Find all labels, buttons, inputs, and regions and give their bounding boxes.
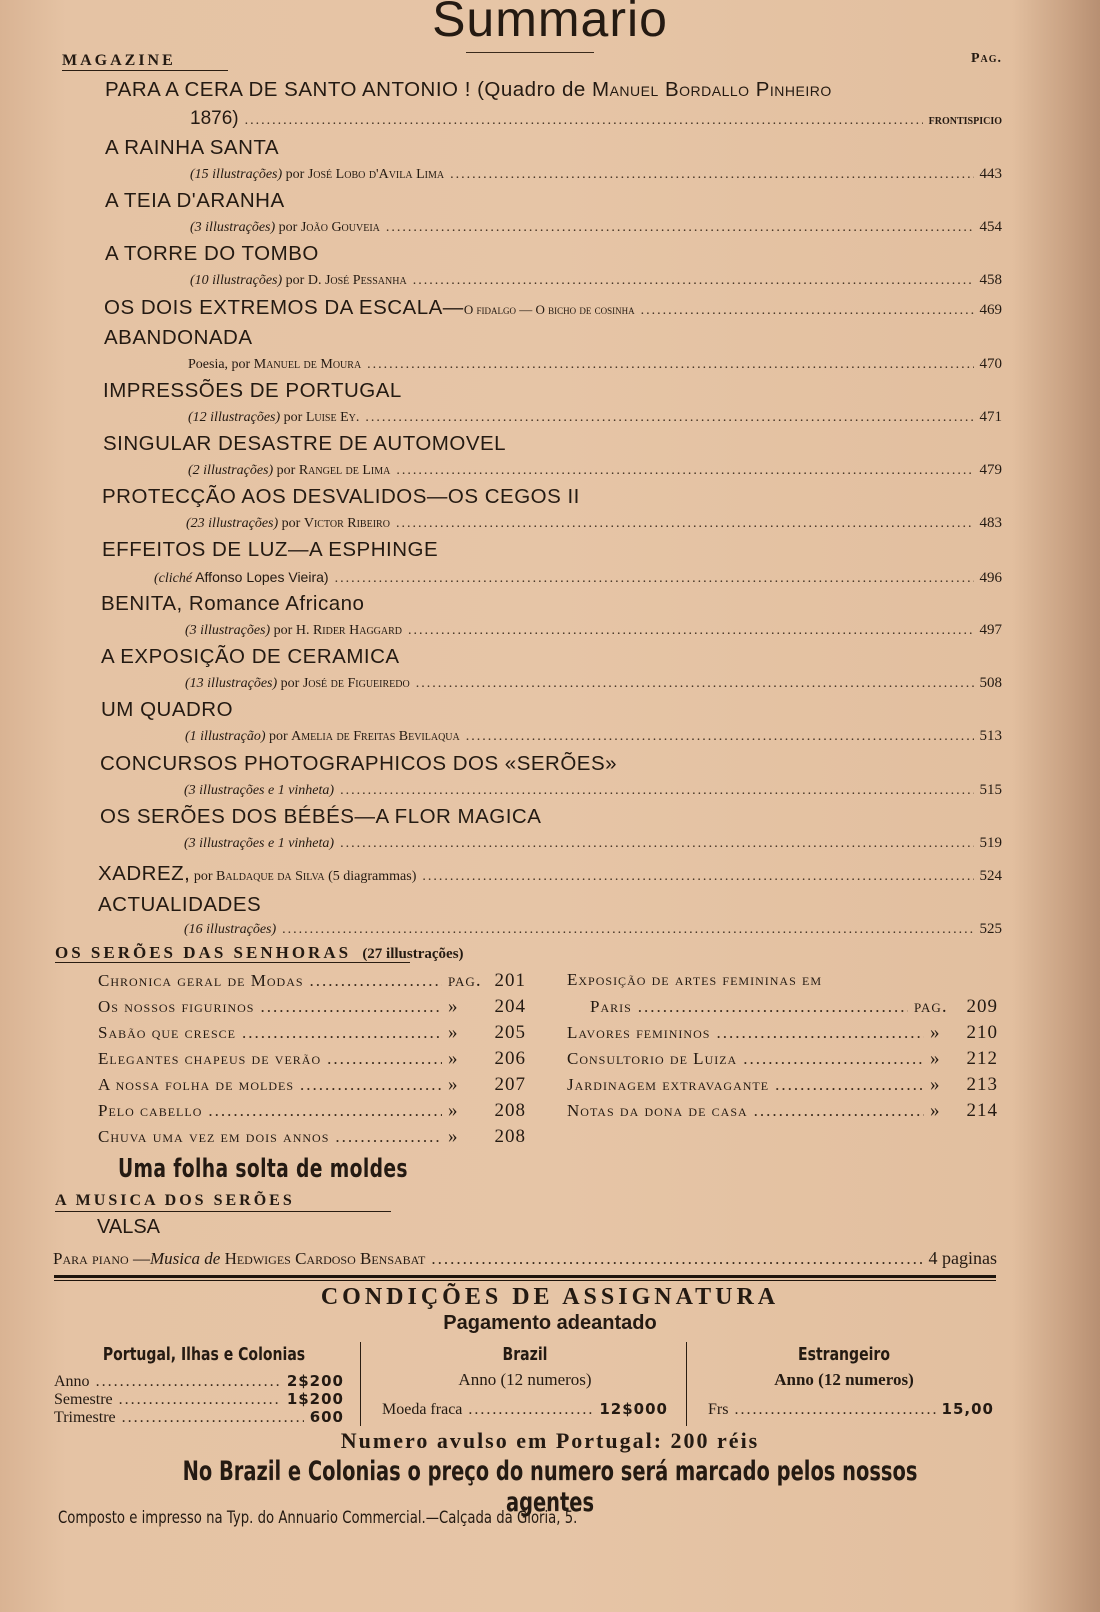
toc-entry	[190, 166, 1002, 183]
senhoras-item	[567, 1074, 998, 1096]
entry-page: 483	[979, 515, 1002, 531]
price-label: Moeda fraca	[382, 1401, 463, 1418]
entry-page: 471	[979, 409, 1002, 425]
price-value: 15,00	[941, 1400, 994, 1418]
senhoras-item-label: Os nossos figurinos	[98, 997, 255, 1016]
entry-title	[105, 78, 832, 102]
leader-dots	[96, 1373, 281, 1391]
page-mark: pag.	[448, 970, 482, 991]
entry-illustrations: (23 illustrações)	[186, 516, 279, 531]
page-mark: »	[930, 1074, 941, 1095]
page-mark: »	[930, 1100, 941, 1121]
entry-year: 1876)	[190, 108, 239, 129]
entry-author: H. Rider Haggard	[295, 623, 402, 638]
toc-entry	[186, 515, 1002, 532]
senhoras-item	[98, 1100, 526, 1122]
page-mark: »	[448, 1074, 459, 1095]
price-value: 2$200	[286, 1372, 344, 1390]
toc-entry	[98, 862, 1002, 886]
senhoras-item-page: 213	[966, 1074, 998, 1095]
senhoras-count: (27 illustrações)	[362, 946, 464, 962]
senhoras-item-label: Chuva uma vez em dois annos	[98, 1127, 330, 1146]
entry-author: Manuel de Moura	[253, 357, 362, 372]
toc-entry	[184, 782, 1002, 799]
leader-dots	[396, 516, 974, 532]
entry-by: por	[275, 220, 301, 235]
leader-dots	[245, 113, 923, 129]
entry-page: frontispicio	[928, 113, 1002, 128]
entry-subtitle: O fidalgo — O bicho de cosinha	[463, 302, 635, 317]
portugal-heading: Portugal, Ilhas e Colonias	[102, 1344, 306, 1365]
entry-illustrations: (3 illustrações)	[190, 220, 276, 235]
entry-page: 497	[979, 622, 1002, 638]
entry-illustrations: (13 illustrações)	[185, 676, 278, 691]
senhoras-heading-text: OS SERÕES DAS SENHORAS	[55, 943, 352, 962]
leader-dots	[716, 1023, 924, 1043]
leader-dots	[282, 922, 973, 938]
entry-title: A TORRE DO TOMBO	[105, 242, 319, 265]
entry-by: Affonso Lopes Vieira)	[192, 569, 329, 585]
entry-title: OS DOIS EXTREMOS DA ESCALA—	[104, 296, 464, 319]
folha-solta-note: Uma folha solta de moldes	[118, 1154, 408, 1184]
senhoras-item-label: Exposição de artes femininas em	[567, 970, 823, 989]
brazil-colonias-note: No Brazil e Colonias o preço do numero será marcado pelos nossos agentes	[182, 1456, 918, 1518]
senhoras-item-label: Elegantes chapeus de verão	[98, 1049, 322, 1068]
senhoras-item	[98, 970, 526, 992]
entry-title: CONCURSOS PHOTOGRAPHICOS DOS «SERÕES»	[100, 752, 618, 775]
toc-entry	[104, 296, 1002, 320]
leader-dots	[365, 410, 973, 426]
entry-page: 479	[979, 462, 1002, 478]
senhoras-item-page: 210	[966, 1022, 998, 1043]
senhoras-item	[590, 996, 998, 1018]
entry-by: por	[277, 676, 303, 691]
musica-heading: A MUSICA DOS SERÕES	[55, 1192, 295, 1209]
senhoras-heading-rule	[55, 962, 410, 963]
toc-entry	[188, 462, 1002, 479]
entry-illustrations: (3 illustrações e 1 vinheta)	[184, 836, 335, 851]
toc-entry	[184, 921, 1002, 938]
price-row	[708, 1400, 994, 1419]
senhoras-item-label: Consultorio de Luiza	[567, 1049, 738, 1068]
entry-title: ACTUALIDADES	[98, 893, 262, 916]
entry-author: Victor Ribeiro	[303, 516, 390, 531]
entry-page: 525	[979, 921, 1002, 937]
toc-entry	[184, 835, 1002, 852]
leader-dots	[340, 783, 973, 799]
leader-dots	[327, 1049, 442, 1069]
musica-composer: Hedwiges Cardoso Bensabat	[224, 1249, 426, 1268]
leader-dots	[335, 571, 974, 587]
senhoras-item	[567, 1100, 998, 1122]
entry-illustrations: (16 illustrações)	[184, 922, 277, 937]
price-value: 600	[309, 1408, 344, 1426]
senhoras-item-page: 207	[494, 1074, 526, 1095]
entry-title: PROTECÇÃO AOS DESVALIDOS—OS CEGOS II	[102, 485, 580, 508]
leader-dots	[242, 1023, 442, 1043]
entry-illustrations: (cliché	[154, 571, 193, 586]
price-row	[54, 1390, 344, 1409]
senhoras-item-label: Chronica geral de Modas	[98, 971, 304, 990]
senhoras-item	[98, 996, 526, 1018]
musica-prefix: Para piano —	[53, 1249, 150, 1268]
estrangeiro-note: Anno (12 numeros)	[774, 1370, 914, 1389]
entry-by: por	[282, 167, 308, 182]
musica-pages: 4 paginas	[928, 1248, 997, 1268]
entry-author: Amelia de Freitas Bevilaqua	[291, 729, 460, 744]
toc-entry	[154, 569, 1002, 587]
entry-illustrations: (10 illustrações)	[190, 273, 283, 288]
page-mark: »	[930, 1022, 941, 1043]
entry-page: 454	[979, 219, 1002, 235]
entry-by: Poesia, por	[188, 357, 254, 372]
toc-entry	[190, 219, 1002, 236]
entry-page: 524	[979, 868, 1002, 884]
entry-illustrations: (15 illustrações)	[190, 167, 283, 182]
toc-entry	[190, 272, 1002, 289]
entry-author: D. José Pessanha	[307, 273, 407, 288]
entry-author: Luise Ey.	[305, 410, 360, 425]
price-row	[54, 1408, 344, 1427]
entry-page: 508	[979, 675, 1002, 691]
senhoras-item	[98, 1074, 526, 1096]
entry-by: por	[265, 729, 292, 744]
entry-title: IMPRESSÕES DE PORTUGAL	[103, 379, 402, 402]
entry-page: 458	[979, 272, 1002, 288]
price-value: 1$200	[286, 1390, 344, 1408]
numero-avulso: Numero avulso em Portugal: 200 réis	[340, 1428, 760, 1453]
entry-title-text: PARA A CERA DE SANTO ANTONIO ! (Quadro de	[105, 78, 592, 101]
entry-page: 519	[979, 835, 1002, 851]
entry-by: por	[282, 273, 308, 288]
musica-piece: VALSA	[97, 1216, 160, 1238]
page-mark: »	[448, 1126, 459, 1147]
senhoras-item-label: Jardinagem extravagante	[567, 1075, 770, 1094]
leader-dots	[260, 997, 442, 1017]
entry-page: 470	[979, 356, 1002, 372]
page-mark: »	[448, 1100, 459, 1121]
leader-dots	[408, 623, 974, 639]
entry-diagrams: (5 diagrammas)	[324, 869, 417, 884]
senhoras-item	[98, 1126, 526, 1148]
estrangeiro-heading: Estrangeiro	[797, 1344, 891, 1365]
senhoras-item-page: 206	[494, 1048, 526, 1069]
entry-author: José de Figueiredo	[302, 676, 410, 691]
brazil-heading: Brazil	[502, 1344, 548, 1365]
entry-title: XADREZ,	[98, 862, 191, 885]
entry-page: 496	[979, 570, 1002, 586]
price-value: 12$000	[599, 1400, 668, 1418]
leader-dots	[122, 1409, 304, 1427]
entry-author: Baldaque da Silva	[216, 869, 325, 884]
entry-illustrations: (2 illustrações)	[188, 463, 274, 478]
entry-by: por	[190, 869, 217, 884]
toc-entry	[190, 108, 1002, 130]
entry-title: A TEIA D'ARANHA	[105, 189, 285, 212]
leader-dots	[450, 167, 973, 183]
leader-dots	[340, 836, 973, 852]
price-label: Semestre	[54, 1391, 113, 1408]
leader-dots	[300, 1075, 442, 1095]
leader-dots	[638, 997, 908, 1017]
leader-dots	[208, 1101, 442, 1121]
senhoras-item-page: 205	[494, 1022, 526, 1043]
page-mark: »	[448, 1048, 459, 1069]
senhoras-item	[567, 1048, 998, 1070]
leader-dots	[413, 273, 974, 289]
entry-title: SINGULAR DESASTRE DE AUTOMOVEL	[103, 432, 507, 455]
entry-by: por	[273, 463, 299, 478]
senhoras-item-page: 212	[966, 1048, 998, 1069]
senhoras-item-page: 214	[966, 1100, 998, 1121]
leader-dots	[743, 1049, 924, 1069]
senhoras-item-page: 208	[494, 1126, 526, 1147]
page-mark: »	[448, 996, 459, 1017]
leader-dots	[386, 220, 974, 236]
page-mark: pag.	[914, 996, 948, 1017]
senhoras-item-label: Sabão que cresce	[98, 1023, 236, 1042]
toc-entry	[188, 409, 1002, 426]
entry-title: A RAINHA SANTA	[105, 136, 280, 159]
leader-dots	[775, 1075, 924, 1095]
senhoras-item-label: Notas da dona de casa	[567, 1101, 748, 1120]
entry-page: 469	[979, 302, 1002, 318]
condicoes-subtitle: Pagamento adeantado	[443, 1312, 657, 1334]
leader-dots	[310, 971, 442, 991]
brazil-note: Anno (12 numeros)	[458, 1370, 592, 1389]
senhoras-item	[98, 1022, 526, 1044]
entry-title: UM QUADRO	[101, 698, 234, 721]
leader-dots	[734, 1401, 935, 1419]
senhoras-item-page: 208	[494, 1100, 526, 1121]
leader-dots	[119, 1391, 281, 1409]
entry-illustrations: (3 illustrações e 1 vinheta)	[184, 783, 335, 798]
price-row	[54, 1372, 344, 1391]
leader-dots	[422, 869, 973, 885]
entry-title: OS SERÕES DOS BÉBÉS—A FLOR MAGICA	[100, 805, 542, 828]
toc-entry	[188, 356, 1002, 373]
senhoras-heading	[55, 943, 464, 963]
page-mark: »	[930, 1048, 941, 1069]
entry-page: 513	[979, 728, 1002, 744]
price-label: Trimestre	[54, 1409, 116, 1426]
entry-illustrations: (3 illustrações)	[185, 623, 271, 638]
leader-dots	[466, 729, 974, 745]
magazine-heading: MAGAZINE	[62, 52, 176, 69]
entry-page: 515	[979, 782, 1002, 798]
entry-title: ABANDONADA	[104, 326, 253, 349]
condicoes-title: CONDIÇÕES DE ASSIGNATURA	[320, 1284, 780, 1310]
toc-entry	[185, 622, 1002, 639]
leader-dots	[396, 463, 973, 479]
leader-dots	[754, 1101, 924, 1121]
toc-entry	[185, 728, 1002, 745]
imprint: Composto e impresso na Typ. do Annuario Commercial.—Calçada da Gloria, 5.	[58, 1508, 578, 1528]
entry-author: João Gouveia	[300, 220, 380, 235]
entry-title: BENITA, Romance Africano	[101, 592, 365, 615]
entry-title: EFFEITOS DE LUZ—A ESPHINGE	[102, 538, 439, 561]
leader-dots	[468, 1401, 593, 1419]
leader-dots	[431, 1249, 922, 1269]
leader-dots	[641, 303, 974, 319]
leader-dots	[416, 676, 974, 692]
entry-by: por	[280, 410, 306, 425]
musica-heading-rule	[55, 1211, 391, 1212]
section-divider-thin	[54, 1280, 996, 1281]
page-mark: »	[448, 1022, 459, 1043]
title-rule	[466, 52, 594, 53]
toc-entry	[185, 675, 1002, 692]
entry-author: Manuel Bordallo Pinheiro	[592, 78, 832, 101]
entry-illustrations: (12 illustrações)	[188, 410, 281, 425]
senhoras-item-page: 204	[494, 996, 526, 1017]
musica-italic: Musica de	[149, 1249, 225, 1268]
senhoras-item-label: Lavores femininos	[567, 1023, 711, 1042]
page-title: Summario	[432, 0, 668, 47]
entry-title: A EXPOSIÇÃO DE CERAMICA	[101, 645, 400, 668]
entry-page: 443	[979, 166, 1002, 182]
price-label: Frs	[708, 1401, 729, 1418]
leader-dots	[335, 1127, 442, 1147]
pag-column-label: Pag.	[970, 51, 1002, 66]
senhoras-item-label: A nossa folha de moldes	[98, 1075, 295, 1094]
leader-dots	[367, 357, 973, 373]
entry-author: Rangel de Lima	[298, 463, 391, 478]
senhoras-item-label: Pelo cabello	[98, 1101, 203, 1120]
senhoras-item-page: 209	[966, 996, 998, 1017]
entry-by: por	[270, 623, 296, 638]
price-label: Anno	[54, 1373, 90, 1390]
column-separator	[686, 1342, 687, 1426]
column-separator	[360, 1342, 361, 1426]
senhoras-item	[567, 1022, 998, 1044]
senhoras-item-label: Paris	[590, 997, 632, 1016]
entry-author: José Lobo d'Avila Lima	[307, 167, 445, 182]
magazine-heading-rule	[62, 70, 228, 71]
senhoras-item-page: 201	[494, 970, 526, 991]
price-row	[382, 1400, 668, 1419]
section-divider	[54, 1275, 996, 1278]
entry-illustrations: (1 illustração)	[185, 729, 266, 744]
senhoras-item	[98, 1048, 526, 1070]
musica-entry	[53, 1248, 997, 1269]
entry-by: por	[278, 516, 304, 531]
